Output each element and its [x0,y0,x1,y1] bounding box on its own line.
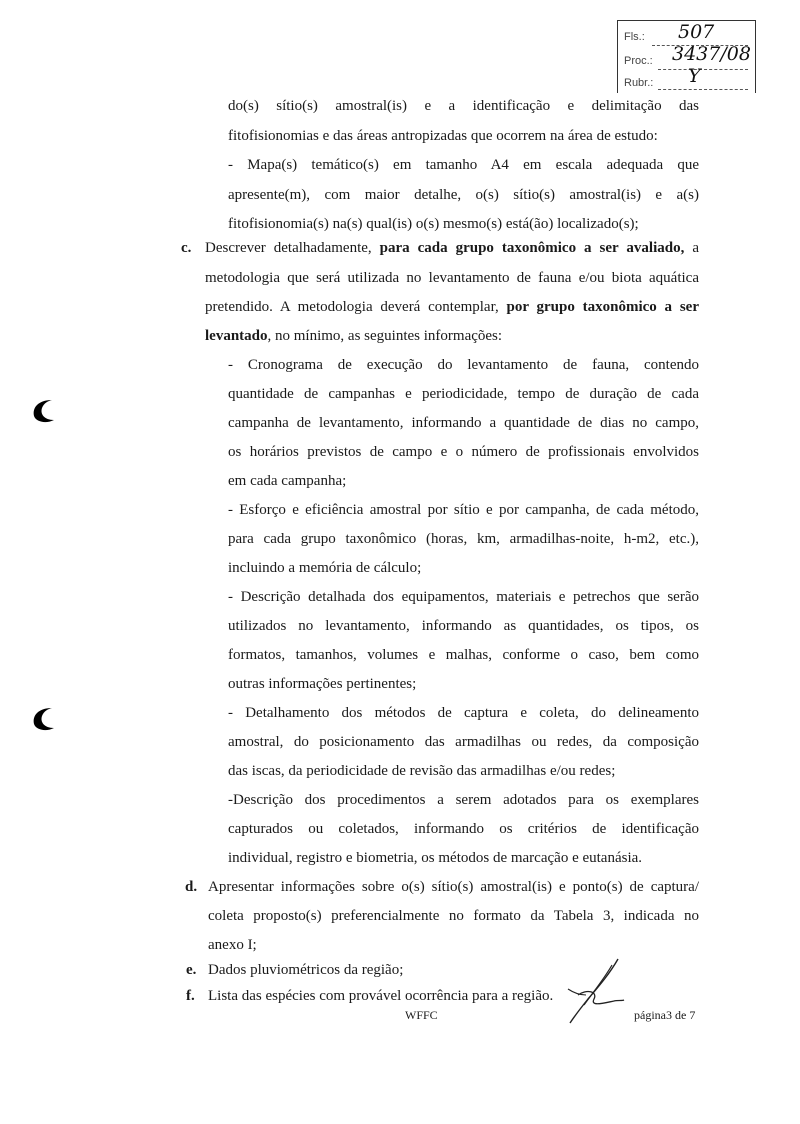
intro-line: - Mapa(s) temático(s) em tamanho A4 em escala adequada que [228,157,699,173]
sub-bullet-line: - Cronograma de execução do levantamento de fauna, contendo [228,357,699,373]
intro-line: apresente(m), com maior detalhe, o(s) sítio(s) amostral(is) e a(s) [228,187,699,203]
sub-bullet-line: os horários previstos de campo e o número de profissionais envolvidos [228,444,699,460]
item-d-letter: d. [185,879,198,895]
item-d-line: coleta proposto(s) preferencialmente no formato da Tabela 3, indicada no [208,908,699,924]
item-c-letter: c. [181,240,192,256]
item-f-letter: f. [186,988,195,1004]
item-e-text: Dados pluviométricos da região; [208,962,404,978]
item-f-text: Lista das espécies com provável ocorrência para a região. [208,988,554,1004]
stamp-rub-label: Rubr.: [624,77,654,89]
sub-bullet-line: - Detalhamento dos métodos de captura e coleta, do delineamento [228,705,699,721]
sub-bullet-line: utilizados no levantamento, informando as quantidades, os tipos, os [228,618,699,634]
item-c-line: metodologia que será utilizada no levantamento de fauna e/ou biota aquática [205,270,699,286]
stamp-fls-label: Fls.: [624,31,645,43]
item-e-letter: e. [186,962,197,978]
binder-hole-mark [30,704,58,732]
item-c-line: Descrever detalhadamente, para cada grupo taxonômico a ser avaliado, a [205,240,699,256]
item-d-line: Apresentar informações sobre o(s) sítio(s) amostral(is) e ponto(s) de captura/ [208,879,699,895]
page-number: página3 de 7 [634,1008,696,1022]
item-c-line: levantado, no mínimo, as seguintes informações: [205,328,503,344]
intro-line: fitofisionomias e das áreas antropizadas que ocorrem na área de estudo: [228,128,658,144]
sub-bullet-line: outras informações pertinentes; [228,676,417,692]
sub-bullet-line: - Esforço e eficiência amostral por sítio e por campanha, de cada método, [228,502,699,518]
intro-line: fitofisionomia(s) na(s) qual(is) o(s) mesmo(s) está(ão) localizado(s); [228,216,639,232]
intro-line: do(s) sítio(s) amostral(is) e a identificação e delimitação das [228,98,699,114]
signature-mark [560,955,630,1025]
protocol-stamp [617,20,756,93]
sub-bullet-line: quantidade de campanhas e periodicidade, tempo de duração de cada [228,386,699,402]
binder-hole-mark [30,396,58,424]
sub-bullet-line: campanha de levantamento, informando a quantidade de dias no campo, [228,415,699,431]
sub-bullet-line: -Descrição dos procedimentos a serem adotados para os exemplares [228,792,699,808]
item-c-line: pretendido. A metodologia deverá contemplar, por grupo taxonômico a ser [205,299,699,315]
sub-bullet-line: incluindo a memória de cálculo; [228,560,422,576]
sub-bullet-line: individual, registro e biometria, os métodos de marcação e eutanásia. [228,850,643,866]
stamp-proc-label: Proc.: [624,55,653,67]
item-d-line: anexo I; [208,937,257,953]
footer-left-text: WFFC [405,1008,438,1022]
sub-bullet-line: capturados ou coletados, informando os critérios de identificação [228,821,699,837]
stamp-rub-value: Y [688,65,701,87]
stamp-proc-value: 3437/08 [672,43,751,65]
sub-bullet-line: amostral, do posicionamento das armadilhas ou redes, da composição [228,734,699,750]
sub-bullet-line: - Descrição detalhada dos equipamentos, materiais e petrechos que serão [228,589,699,605]
sub-bullet-line: para cada grupo taxonômico (horas, km, armadilhas-noite, h-m2, etc.), [228,531,699,547]
sub-bullet-line: formatos, tamanhos, volumes e malhas, conforme o caso, bem como [228,647,699,663]
stamp-fls-value: 507 [678,21,715,43]
sub-bullet-line: das iscas, da periodicidade de revisão das armadilhas e/ou redes; [228,763,616,779]
sub-bullet-line: em cada campanha; [228,473,347,489]
